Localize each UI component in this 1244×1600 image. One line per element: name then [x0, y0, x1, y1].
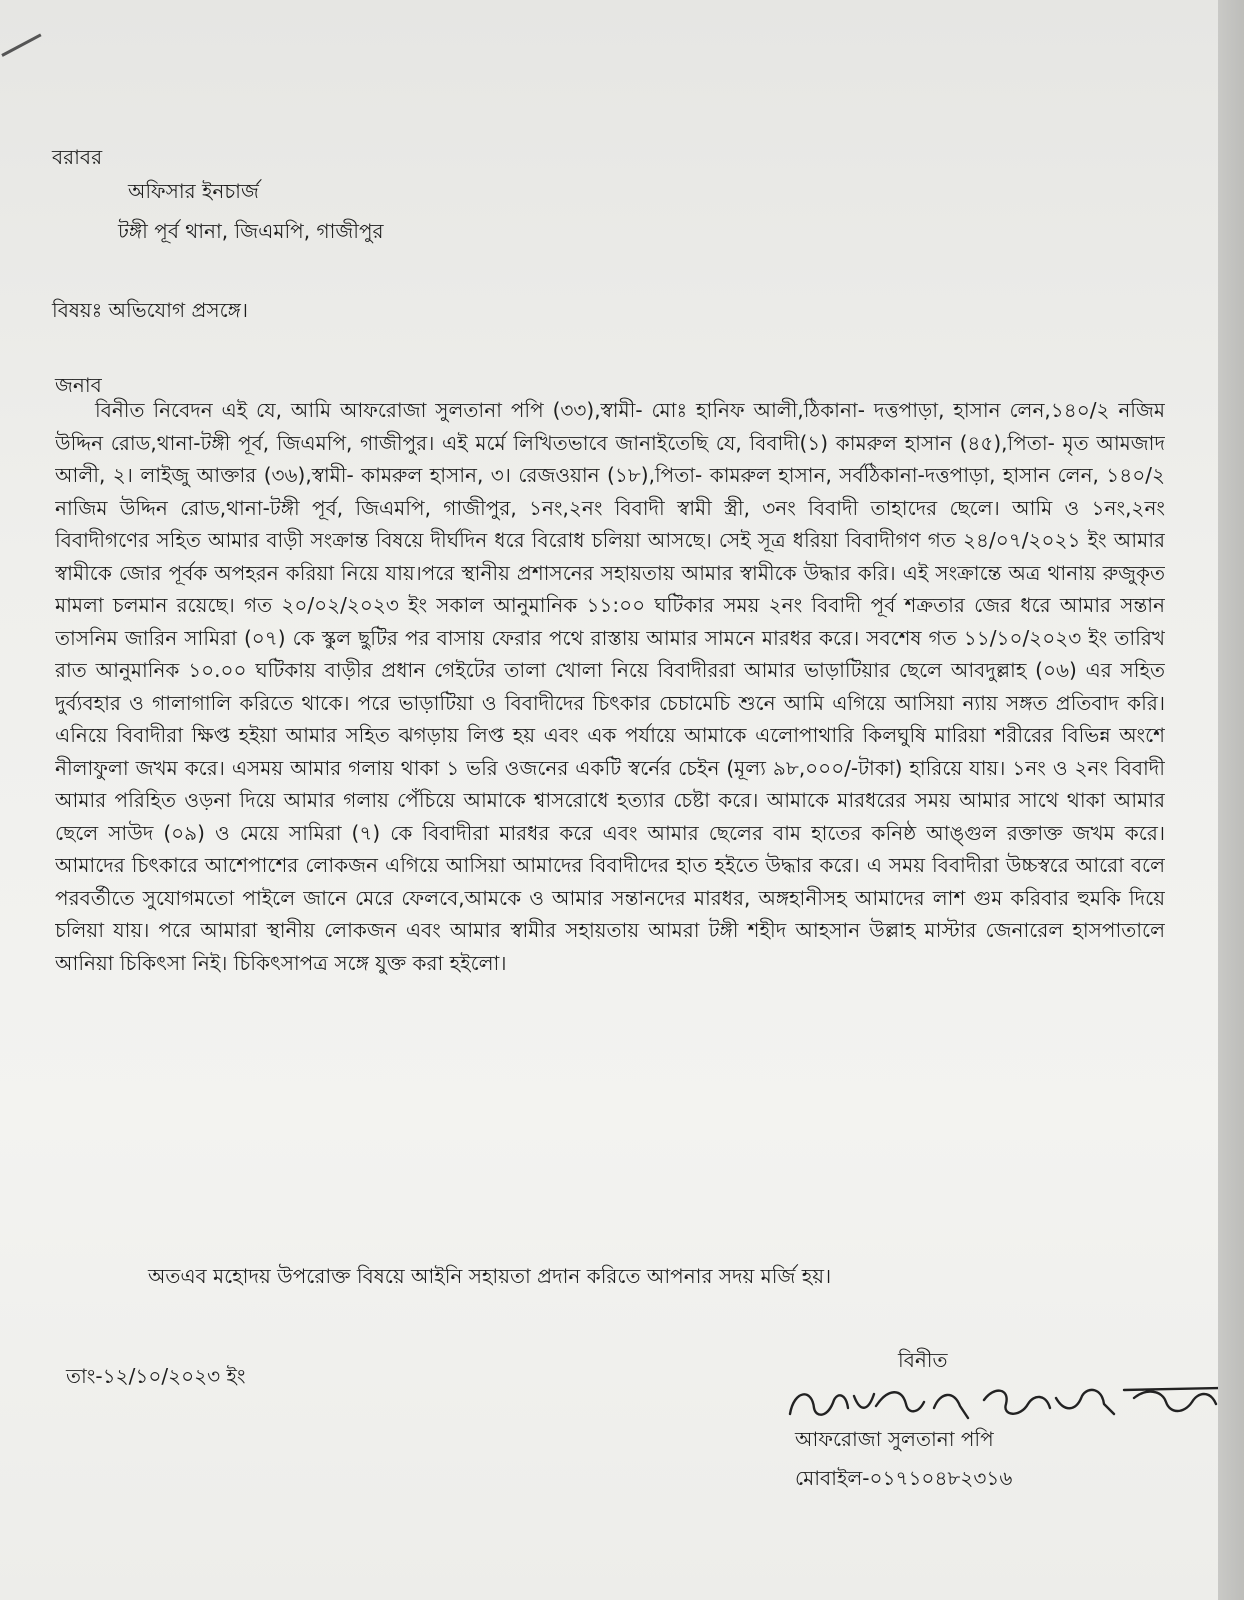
closing-word: বিনীত [898, 1348, 948, 1372]
sender-mobile: মোবাইল-০১৭১০৪৮২৩১৬ [795, 1466, 1013, 1490]
recipient-title: অফিসার ইনচার্জ [128, 179, 259, 203]
paper-crease-mark [1, 34, 41, 57]
salutation: জনাব [55, 373, 102, 397]
recipient-address: টঙ্গী পূর্ব থানা, জিএমপি, গাজীপুর [118, 219, 384, 243]
sender-name: আফরোজা সুলতানা পপি [795, 1427, 994, 1451]
letter-body: বিনীত নিবেদন এই যে, আমি আফরোজা সুলতানা পপি (৩৩),স্বামী- মোঃ হানিফ আলী,ঠিকানা- দত্তপাড়া, হাসান লেন,১৪০/২ নজিম উদ্দিন রোড,থানা-টঙ্গী পূর্ব, জিএমপি, গাজীপুর। এই মর্মে লিখিতভাবে জানাইতেছি যে, বিবাদী(১) কামরুল হাসান (৪৫),পিতা- মৃত আমজাদ আলী, ২। লাইজু আক্তার (৩৬),স্বামী- কামরুল হাসান, ৩। রেজওয়ান (১৮),পিতা- কামরুল হাসান, সর্বঠিকানা-দত্তপাড়া, হাসান লেন, ১৪০/২ নাজিম উদ্দিন রোড,থানা-টঙ্গী পূর্ব, জিএমপি, গাজীপুর, ১নং,২নং বিবাদী স্বামী স্ত্রী, ৩নং বিবাদী তাহাদের ছেলে। আমি ও ১নং,২নং বিবাদীগণের সহিত আমার বাড়ী সংক্রান্ত বিষয়ে দীর্ঘদিন ধরে বিরোধ চলিয়া আসছে। সেই সূত্র ধরিয়া বিবাদীগণ গত ২৪/০৭/২০২১ ইং আমার স্বামীকে জোর পূর্বক অপহরন করিয়া নিয়ে যায়।পরে স্থানীয় প্রশাসনের সহায়তায় আমার স্বামীকে উদ্ধার করি। এই সংক্রান্তে অত্র থানায় রুজুকৃত মামলা চলমান রয়েছে। গত ২০/০২/২০২৩ ইং সকাল আনুমানিক ১১:০০ ঘটিকার সময় ২নং বিবাদী পূর্ব শক্রতার জের ধরে আমার সন্তান তাসনিম জারিন সামিরা (০৭) কে স্কুল ছুটির পর বাসায় ফেরার পথে রাস্তায় আমার সামনে মারধর করে। সবশেষ গত ১১/১০/২০২৩ ইং তারিখ রাত আনুমানিক ১০.০০ ঘটিকায় বাড়ীর প্রধান গেইটের তালা খোলা নিয়ে বিবাদীররা আমার ভাড়াটিয়ার ছেলে আবদুল্লাহ (০৬) এর সহিত দুর্ব্যবহার ও গালাগালি করিতে থাকে। পরে ভাড়াটিয়া ও বিবাদীদের চিৎকার চেচামেচি শুনে আমি এগিয়ে আসিয়া ন্যায় সঙ্গত প্রতিবাদ করি। এনিয়ে বিবাদীরা ক্ষিপ্ত হইয়া আমার সহিত ঝগড়ায় লিপ্ত হয় এবং এক পর্যায়ে আমাকে এলোপাথারি কিলঘুষি মারিয়া শরীরের বিভিন্ন অংশে নীলাফুলা জখম করে। এসময় আমার গলায় থাকা ১ ভরি ওজনের একটি স্বর্নের চেইন (মূল্য ৯৮,০০০/-টাকা) হারিয়ে যায়। ১নং ও ২নং বিবাদী আমার পরিহিত ওড়না দিয়ে আমার গলায় পেঁচিয়ে আমাকে শ্বাসরোধে হত্যার চেষ্টা করে। আমাকে মারধরের সময় আমার সাথে থাকা আমার ছেলে সাউদ (০৯) ও মেয়ে সামিরা (৭) কে বিবাদীরা মারধর করে এবং আমার ছেলের বাম হাতের কনিষ্ঠ আঙ্গুল রক্তাক্ত জখম করে। আমাদের চিৎকারে আশেপাশের লোকজন এগিয়ে আসিয়া আমাদের বিবাদীদের হাত হইতে উদ্ধার করে। এ সময় বিবাদীরা উচ্চস্বরে আরো বলে পরবর্তীতে সুযোগমতো পাইলে জানে মেরে ফেলবে,আমকে ও আমার সন্তানদের মারধর, অঙ্গহানীসহ আমাদের লাশ গুম করিবার হুমকি দিয়ে চলিয়া যায়। পরে আমারা স্থানীয় লোকজন এবং আমার স্বামীর সহায়তায় আমরা টঙ্গী শহীদ আহসান উল্লাহ মাস্টার জেনারেল হাসপাতালে আনিয়া চিকিৎসা নিই। চিকিৎসাপত্র সঙ্গে যুক্ত করা হইলো। [55, 398, 1165, 975]
to-label: বরাবর [52, 145, 103, 169]
request-line: অতএব মহোদয় উপরোক্ত বিষয়ে আইনি সহায়তা প্রদান করিতে আপনার সদয় মর্জি হয়। [148, 1264, 832, 1288]
subject-line: বিষয়ঃ অভিযোগ প্রসঙ্গে। [52, 298, 249, 322]
letter-date: তাং-১২/১০/২০২৩ ইং [66, 1364, 246, 1388]
handwritten-signature [784, 1378, 1218, 1426]
background-edge [1218, 0, 1244, 1600]
